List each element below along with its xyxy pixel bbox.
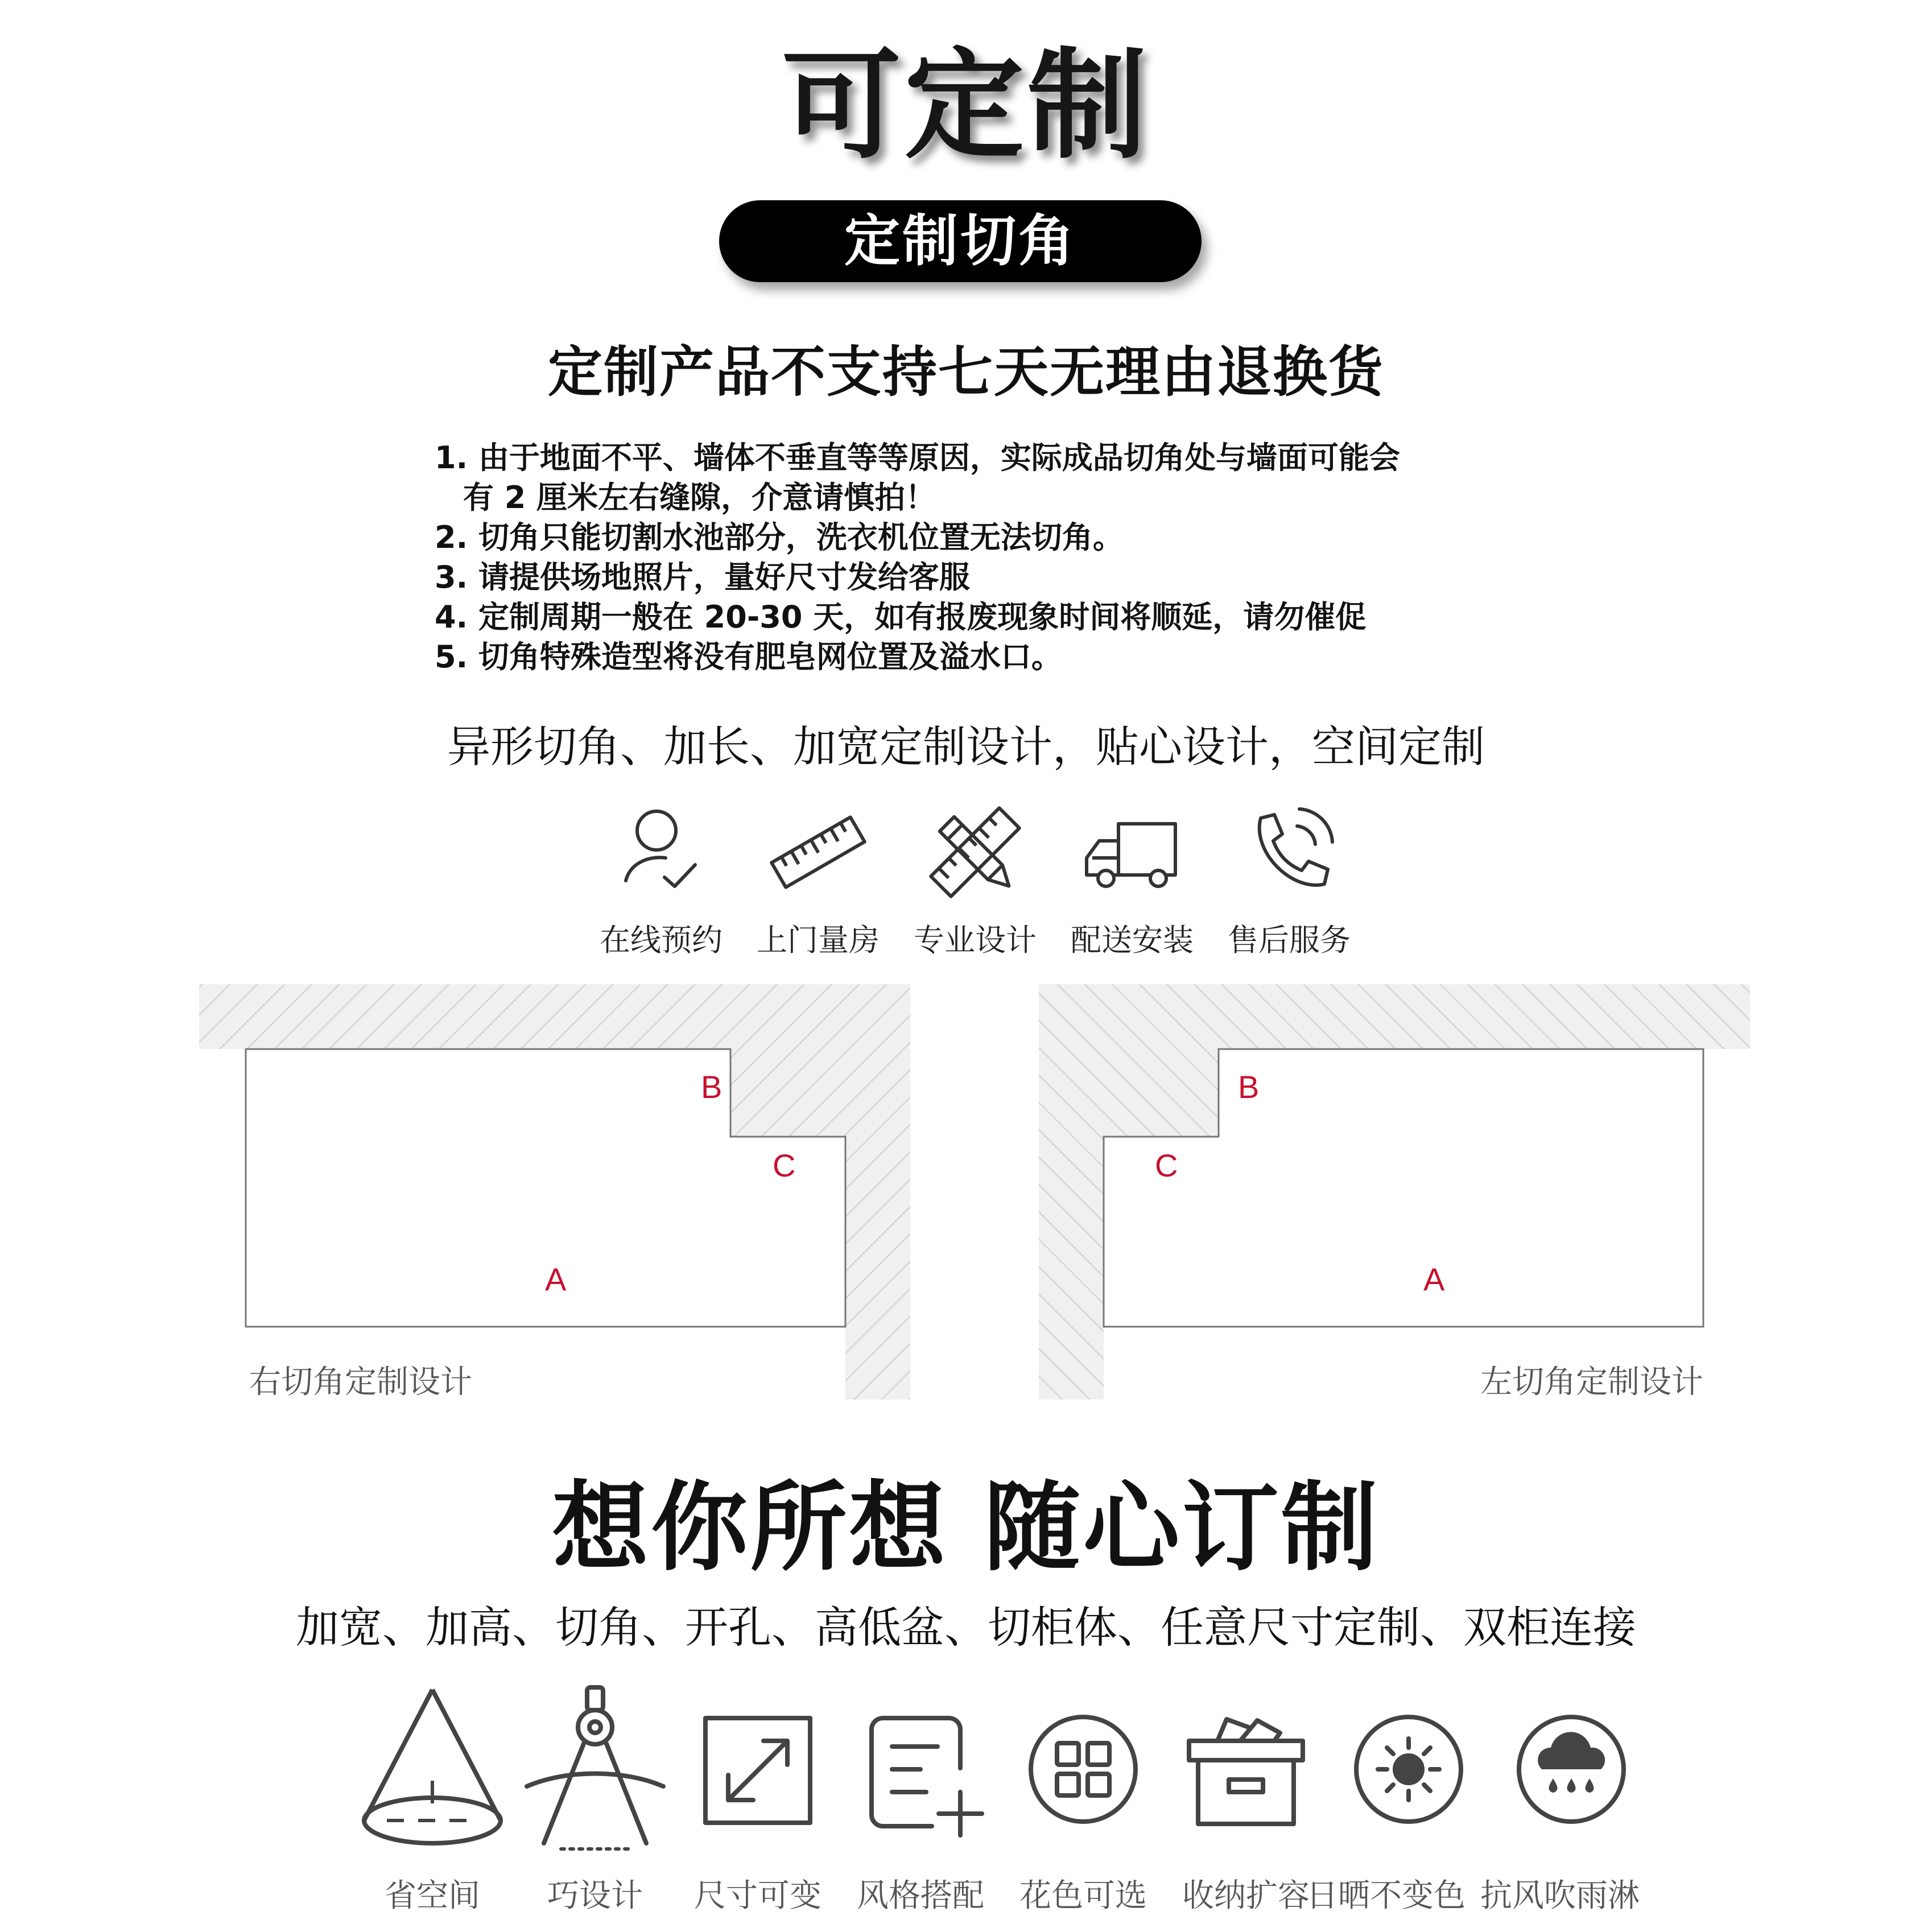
custom-design-slogan: 异形切角、加长、加宽定制设计，贴心设计，空间定制: [447, 721, 1485, 772]
service-label: 在线预约: [600, 922, 723, 958]
left-diagram-caption: 左切角定制设计: [1480, 1364, 1703, 1401]
feature-label: 抗风吹雨淋: [1480, 1877, 1640, 1914]
sun-icon: [1335, 1684, 1483, 1855]
service-delivery-install: [1064, 801, 1200, 960]
feature-label: 收纳扩容: [1182, 1877, 1310, 1914]
feature-label: 省空间: [385, 1877, 480, 1914]
feature-smart-design: [515, 1684, 675, 1916]
rules-list: [435, 438, 1686, 677]
feature-label: 风格搭配: [857, 1877, 984, 1914]
right-diagram-caption: 右切角定制设计: [249, 1364, 472, 1401]
service-label: 专业设计: [914, 922, 1037, 958]
storage-box-icon: [1172, 1684, 1320, 1855]
custom-order-slogan: 想你所想 随心订制: [552, 1472, 1380, 1584]
service-label: 配送安装: [1071, 922, 1194, 958]
user-check-icon: [610, 801, 712, 903]
page-title: 可定制: [781, 36, 1150, 175]
resize-icon: [684, 1684, 832, 1855]
rule-item-continued: 有 2 厘米左右缝隙，介意请慎拍！: [463, 480, 936, 515]
rule-item: 1. 由于地面不平、墙体不垂直等等原因，实际成品切角处与墙面可能会: [435, 440, 1400, 476]
rule-item: 5. 切角特殊造型将没有肥皂网位置及溢水口。: [435, 639, 1062, 675]
service-home-measure: [750, 801, 886, 960]
feature-label: 花色可选: [1019, 1877, 1147, 1914]
feature-size-variable: [678, 1684, 837, 1916]
corner-label-c: C: [773, 1147, 796, 1183]
section-badge: 定制切角: [719, 200, 1202, 282]
corner-label-a: A: [1423, 1261, 1445, 1297]
service-pro-design: [907, 801, 1043, 960]
compass-icon: [521, 1684, 669, 1855]
service-label: 上门量房: [757, 922, 880, 958]
grid-circle-icon: [1009, 1684, 1157, 1855]
rule-item: 3. 请提供场地照片，量好尺寸发给客服: [435, 559, 970, 595]
feature-weatherproof: [1480, 1684, 1651, 1916]
feature-label: 日晒不变色: [1306, 1877, 1465, 1914]
service-after-sales: [1221, 801, 1357, 960]
right-corner-diagram: [199, 984, 910, 1401]
feature-label: 尺寸可变: [694, 1877, 821, 1914]
cloud-rain-icon: [1497, 1684, 1645, 1855]
document-plus-icon: [847, 1684, 994, 1855]
feature-style-matching: [841, 1684, 1000, 1916]
corner-cut-diagrams: [0, 967, 1932, 1422]
rule-item: 4. 定制周期一般在 20-30 天，如有报废现象时间将顺延，请勿催促: [435, 599, 1367, 635]
ruler-icon: [767, 801, 869, 903]
feature-label: 巧设计: [547, 1877, 643, 1914]
rule-item: 2. 切角只能切割水池部分，洗衣机位置无法切角。: [435, 519, 1124, 555]
service-label: 售后服务: [1228, 922, 1351, 958]
return-policy-notice: 定制产品不支持七天无理由退换货: [548, 340, 1384, 404]
truck-icon: [1081, 801, 1183, 903]
phone-icon: [1238, 801, 1340, 903]
pencil-ruler-icon: [924, 801, 1026, 903]
feature-sun-resistant: [1306, 1684, 1488, 1916]
corner-label-b: B: [701, 1069, 723, 1105]
customization-options: 加宽、加高、切角、开孔、高低盆、切柜体、任意尺寸定制、双柜连接: [296, 1602, 1636, 1653]
left-corner-diagram: [1039, 984, 1750, 1401]
feature-space-saving: [353, 1684, 512, 1916]
cone-icon: [358, 1684, 506, 1855]
feature-storage-expand: [1166, 1684, 1326, 1916]
service-online-booking: [593, 801, 729, 960]
corner-label-a: A: [545, 1261, 567, 1297]
corner-label-c: C: [1155, 1147, 1178, 1183]
feature-color-options: [1004, 1684, 1163, 1916]
corner-label-b: B: [1238, 1069, 1260, 1105]
